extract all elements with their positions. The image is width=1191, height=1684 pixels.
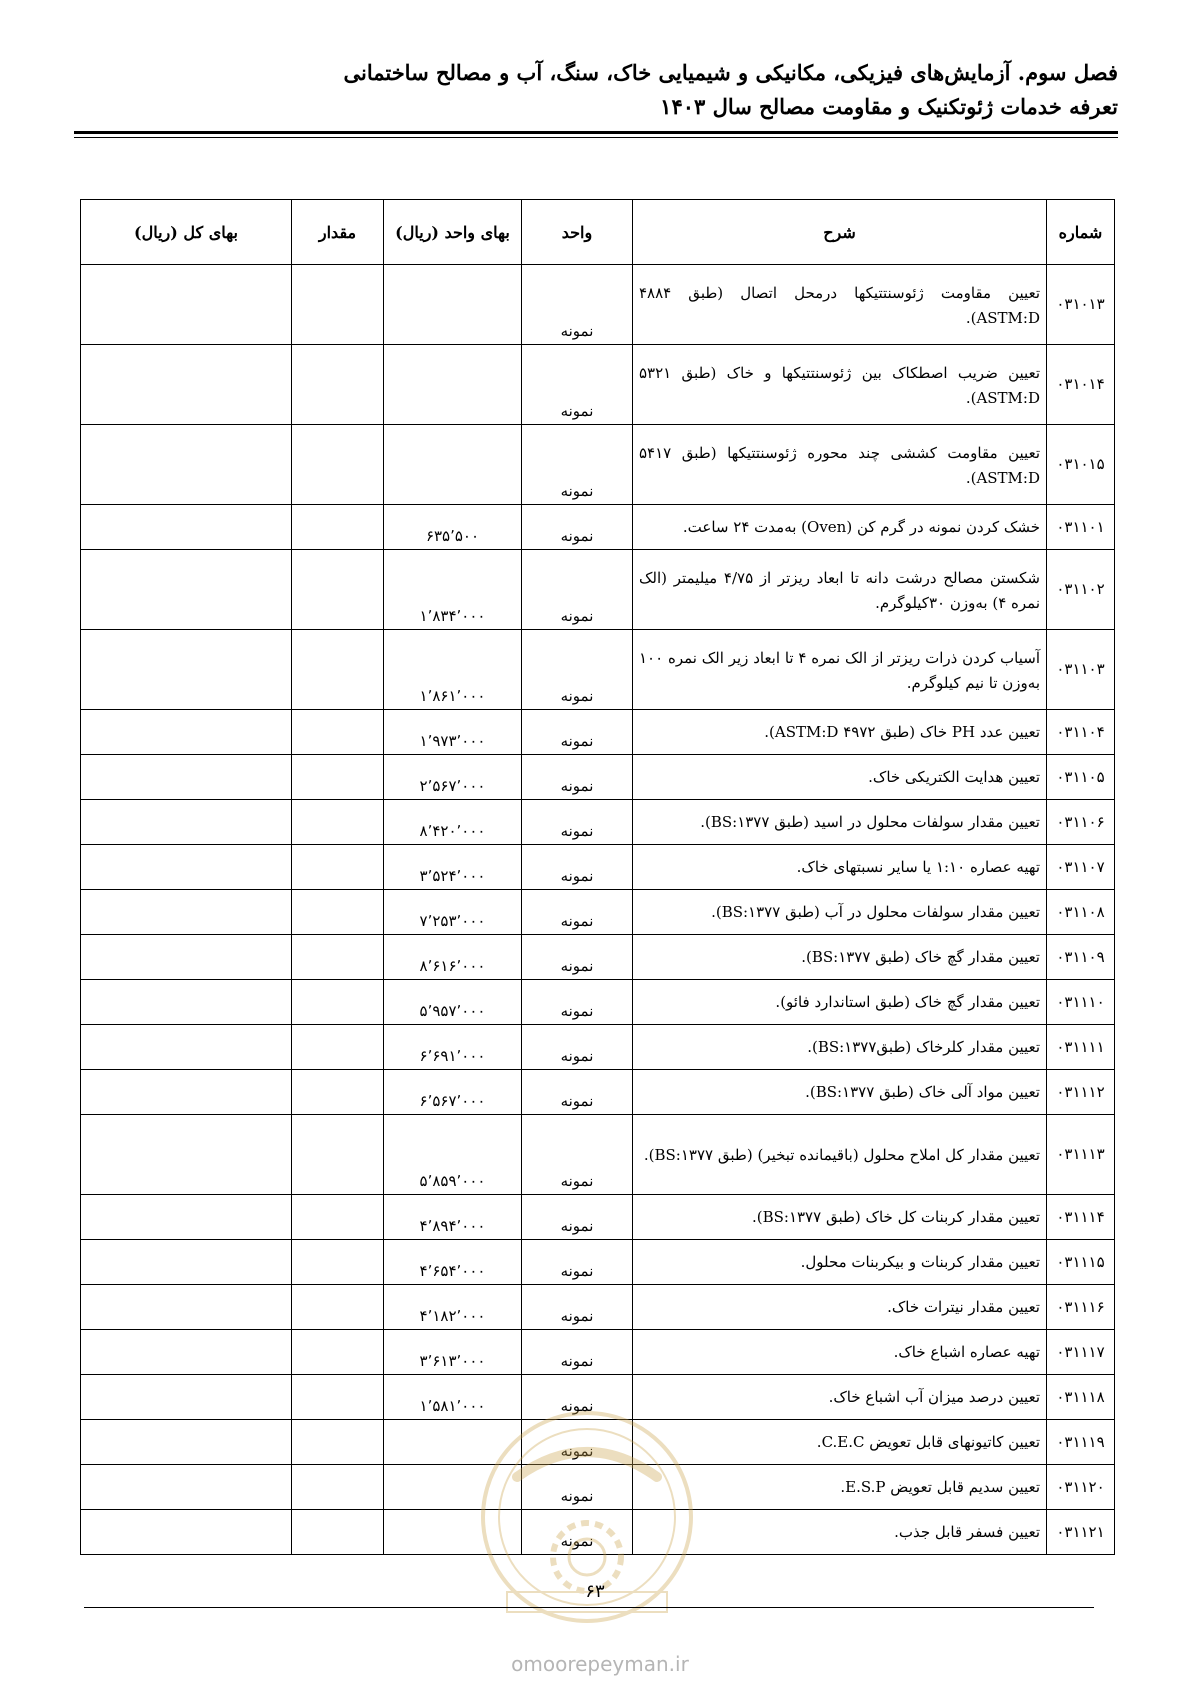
row-unit-price xyxy=(384,345,522,425)
row-code: ۰۳۱۱۱۶ xyxy=(1047,1285,1115,1330)
row-total xyxy=(81,890,292,935)
row-unit: نمونه xyxy=(522,710,633,755)
row-code: ۰۳۱۱۰۴ xyxy=(1047,710,1115,755)
row-code: ۰۳۱۱۱۰ xyxy=(1047,980,1115,1025)
table-row xyxy=(81,845,1115,890)
row-code: ۰۳۱۱۱۲ xyxy=(1047,1070,1115,1115)
row-description: تعیین ضریب اصطکاک بین ژئوسنتتیکها و خاک (طبق ۵۳۲۱ ASTM:D). xyxy=(633,345,1047,425)
row-code: ۰۳۱۱۱۵ xyxy=(1047,1240,1115,1285)
row-description: تعیین مقدار گچ خاک (طبق استاندارد فائو). xyxy=(633,980,1047,1025)
row-quantity xyxy=(292,630,384,710)
header-code: شماره xyxy=(1047,200,1115,265)
row-unit: نمونه xyxy=(522,1025,633,1070)
row-description: تهیه عصاره ۱:۱۰ یا سایر نسبتهای خاک. xyxy=(633,845,1047,890)
table-header-row xyxy=(81,200,1115,265)
row-code: ۰۳۱۱۰۳ xyxy=(1047,630,1115,710)
row-total xyxy=(81,550,292,630)
table-row xyxy=(81,1285,1115,1330)
row-description: تعیین درصد میزان آب اشباع خاک. xyxy=(633,1375,1047,1420)
row-unit: نمونه xyxy=(522,755,633,800)
header-rule-thick xyxy=(74,131,1118,134)
row-code: ۰۳۱۱۲۰ xyxy=(1047,1465,1115,1510)
row-unit-price: ۸٬۶۱۶٬۰۰۰ xyxy=(384,935,522,980)
row-quantity xyxy=(292,800,384,845)
tariff-table xyxy=(80,199,1115,1555)
row-unit-price: ۲٬۵۶۷٬۰۰۰ xyxy=(384,755,522,800)
row-unit: نمونه xyxy=(522,345,633,425)
site-watermark: omoorepeyman.ir xyxy=(511,1652,689,1676)
row-description: آسیاب کردن ذرات ریزتر از الک نمره ۴ تا ابعاد زیر الک نمره ۱۰۰ به‌وزن تا نیم کیلوگرم. xyxy=(633,630,1047,710)
row-unit-price: ۶۳۵٬۵۰۰ xyxy=(384,505,522,550)
row-unit: نمونه xyxy=(522,800,633,845)
table-row xyxy=(81,425,1115,505)
table-row xyxy=(81,890,1115,935)
row-total xyxy=(81,755,292,800)
row-unit: نمونه xyxy=(522,890,633,935)
table-row xyxy=(81,1070,1115,1115)
row-code: ۰۳۱۱۲۱ xyxy=(1047,1510,1115,1555)
row-unit: نمونه xyxy=(522,1375,633,1420)
header-quantity: مقدار xyxy=(292,200,384,265)
row-code: ۰۳۱۱۰۶ xyxy=(1047,800,1115,845)
row-total xyxy=(81,630,292,710)
table-row xyxy=(81,1195,1115,1240)
row-total xyxy=(81,845,292,890)
row-unit-price: ۳٬۵۲۴٬۰۰۰ xyxy=(384,845,522,890)
row-unit-price: ۵٬۹۵۷٬۰۰۰ xyxy=(384,980,522,1025)
table-row xyxy=(81,1115,1115,1195)
row-unit-price: ۶٬۶۹۱٬۰۰۰ xyxy=(384,1025,522,1070)
row-description: شکستن مصالح درشت دانه تا ابعاد ریزتر از ۴/۷۵ میلیمتر (الک نمره ۴) به‌وزن ۳۰کیلوگرم. xyxy=(633,550,1047,630)
row-quantity xyxy=(292,1465,384,1510)
row-quantity xyxy=(292,935,384,980)
row-code: ۰۳۱۰۱۳ xyxy=(1047,265,1115,345)
row-total xyxy=(81,1510,292,1555)
row-total xyxy=(81,1420,292,1465)
row-total xyxy=(81,800,292,845)
row-code: ۰۳۱۰۱۴ xyxy=(1047,345,1115,425)
row-quantity xyxy=(292,1240,384,1285)
row-quantity xyxy=(292,1025,384,1070)
row-unit-price xyxy=(384,425,522,505)
row-total xyxy=(81,1025,292,1070)
row-total xyxy=(81,265,292,345)
table-row xyxy=(81,505,1115,550)
row-code: ۰۳۱۱۰۸ xyxy=(1047,890,1115,935)
row-code: ۰۳۱۱۰۱ xyxy=(1047,505,1115,550)
row-code: ۰۳۱۱۰۷ xyxy=(1047,845,1115,890)
row-quantity xyxy=(292,1070,384,1115)
row-code: ۰۳۱۱۱۳ xyxy=(1047,1115,1115,1195)
row-unit-price: ۵٬۸۵۹٬۰۰۰ xyxy=(384,1115,522,1195)
row-unit: نمونه xyxy=(522,1070,633,1115)
row-quantity xyxy=(292,345,384,425)
row-unit-price: ۱٬۵۸۱٬۰۰۰ xyxy=(384,1375,522,1420)
row-unit: نمونه xyxy=(522,1420,633,1465)
row-description: تعیین مقدار سولفات محلول در اسید (طبق BS:۱۳۷۷). xyxy=(633,800,1047,845)
row-code: ۰۳۱۱۱۹ xyxy=(1047,1420,1115,1465)
row-unit-price: ۷٬۲۵۳٬۰۰۰ xyxy=(384,890,522,935)
row-quantity xyxy=(292,550,384,630)
row-total xyxy=(81,935,292,980)
table-row xyxy=(81,630,1115,710)
row-code: ۰۳۱۱۱۷ xyxy=(1047,1330,1115,1375)
row-quantity xyxy=(292,1330,384,1375)
row-description: تعیین مقدار نیترات خاک. xyxy=(633,1285,1047,1330)
row-total xyxy=(81,1115,292,1195)
row-quantity xyxy=(292,845,384,890)
row-unit: نمونه xyxy=(522,845,633,890)
page-number: ۶۳ xyxy=(585,1581,605,1602)
row-code: ۰۳۱۱۰۵ xyxy=(1047,755,1115,800)
row-total xyxy=(81,1465,292,1510)
row-code: ۰۳۱۱۱۸ xyxy=(1047,1375,1115,1420)
row-total xyxy=(81,425,292,505)
row-total xyxy=(81,1070,292,1115)
header-rule-thin xyxy=(74,137,1118,138)
document-title: تعرفه خدمات ژئوتکنیک و مقاومت مصالح سال ۱۴۰۳ xyxy=(660,94,1118,119)
row-description: تهیه عصاره اشباع خاک. xyxy=(633,1330,1047,1375)
footer-rule xyxy=(84,1607,1094,1608)
row-unit-price: ۶٬۵۶۷٬۰۰۰ xyxy=(384,1070,522,1115)
table-row xyxy=(81,980,1115,1025)
row-description: تعیین مقدار سولفات محلول در آب (طبق BS:۱۳۷۷). xyxy=(633,890,1047,935)
row-total xyxy=(81,1285,292,1330)
row-description: تعیین سدیم قابل تعویض E.S.P. xyxy=(633,1465,1047,1510)
chapter-title: فصل سوم. آزمایش‌های فیزیکی، مکانیکی و شیمیایی خاک، سنگ، آب و مصالح ساختمانی xyxy=(343,60,1118,85)
header-total-price: بهای کل (ریال) xyxy=(81,200,292,265)
row-description: تعیین مقدار کربنات کل خاک (طبق BS:۱۳۷۷). xyxy=(633,1195,1047,1240)
row-unit: نمونه xyxy=(522,935,633,980)
row-description: تعیین هدایت الکتریکی خاک. xyxy=(633,755,1047,800)
row-total xyxy=(81,1195,292,1240)
row-unit-price: ۴٬۸۹۴٬۰۰۰ xyxy=(384,1195,522,1240)
row-quantity xyxy=(292,1115,384,1195)
row-unit: نمونه xyxy=(522,1465,633,1510)
row-description: تعیین مقاومت ژئوسنتتیکها درمحل اتصال (طبق ۴۸۸۴ ASTM:D). xyxy=(633,265,1047,345)
page-header xyxy=(74,56,1118,124)
row-quantity xyxy=(292,710,384,755)
row-total xyxy=(81,980,292,1025)
table-row xyxy=(81,710,1115,755)
row-unit: نمونه xyxy=(522,1195,633,1240)
row-unit-price: ۱٬۹۷۳٬۰۰۰ xyxy=(384,710,522,755)
row-unit: نمونه xyxy=(522,980,633,1025)
row-unit-price: ۱٬۸۳۴٬۰۰۰ xyxy=(384,550,522,630)
row-unit: نمونه xyxy=(522,1510,633,1555)
row-description: تعیین مقدار کلرخاک (طبقBS:۱۳۷۷). xyxy=(633,1025,1047,1070)
header-unit-price: بهای واحد (ریال) xyxy=(384,200,522,265)
row-unit: نمونه xyxy=(522,550,633,630)
table-row xyxy=(81,935,1115,980)
row-description: تعیین کاتیونهای قابل تعویض C.E.C. xyxy=(633,1420,1047,1465)
row-total xyxy=(81,710,292,755)
row-description: تعیین مقدار گچ خاک (طبق BS:۱۳۷۷). xyxy=(633,935,1047,980)
row-description: تعیین مقدار کل املاح محلول (باقیمانده تبخیر) (طبق BS:۱۳۷۷). xyxy=(633,1115,1047,1195)
row-code: ۰۳۱۱۰۹ xyxy=(1047,935,1115,980)
row-description: خشک کردن نمونه در گرم کن (Oven) به‌مدت ۲۴ ساعت. xyxy=(633,505,1047,550)
row-code: ۰۳۱۱۱۴ xyxy=(1047,1195,1115,1240)
row-quantity xyxy=(292,755,384,800)
row-unit: نمونه xyxy=(522,425,633,505)
row-code: ۰۳۱۰۱۵ xyxy=(1047,425,1115,505)
row-unit-price: ۸٬۴۲۰٬۰۰۰ xyxy=(384,800,522,845)
row-quantity xyxy=(292,1420,384,1465)
table-row xyxy=(81,345,1115,425)
header-unit: واحد xyxy=(522,200,633,265)
row-total xyxy=(81,1375,292,1420)
table-row xyxy=(81,1330,1115,1375)
row-total xyxy=(81,1240,292,1285)
row-description: تعیین عدد PH خاک (طبق ۴۹۷۲ ASTM:D). xyxy=(633,710,1047,755)
table-row xyxy=(81,1240,1115,1285)
row-unit-price: ۴٬۱۸۲٬۰۰۰ xyxy=(384,1285,522,1330)
row-unit: نمونه xyxy=(522,1115,633,1195)
row-unit: نمونه xyxy=(522,265,633,345)
row-unit: نمونه xyxy=(522,1330,633,1375)
table-row xyxy=(81,755,1115,800)
row-description: تعیین مواد آلی خاک (طبق BS:۱۳۷۷). xyxy=(633,1070,1047,1115)
row-unit-price: ۱٬۸۶۱٬۰۰۰ xyxy=(384,630,522,710)
row-unit: نمونه xyxy=(522,505,633,550)
row-quantity xyxy=(292,1375,384,1420)
table-row xyxy=(81,1025,1115,1070)
table-row xyxy=(81,800,1115,845)
row-unit-price: ۳٬۶۱۳٬۰۰۰ xyxy=(384,1330,522,1375)
row-total xyxy=(81,505,292,550)
row-description: تعیین فسفر قابل جذب. xyxy=(633,1510,1047,1555)
row-unit-price xyxy=(384,265,522,345)
row-code: ۰۳۱۱۰۲ xyxy=(1047,550,1115,630)
row-code: ۰۳۱۱۱۱ xyxy=(1047,1025,1115,1070)
row-quantity xyxy=(292,425,384,505)
row-description: تعیین مقدار کربنات و بیکربنات محلول. xyxy=(633,1240,1047,1285)
row-unit: نمونه xyxy=(522,1285,633,1330)
row-unit: نمونه xyxy=(522,630,633,710)
row-quantity xyxy=(292,1510,384,1555)
row-quantity xyxy=(292,1195,384,1240)
row-quantity xyxy=(292,265,384,345)
row-total xyxy=(81,345,292,425)
table-row xyxy=(81,550,1115,630)
row-description: تعیین مقاومت کششی چند محوره ژئوسنتتیکها (طبق ۵۴۱۷ ASTM:D). xyxy=(633,425,1047,505)
table-row xyxy=(81,265,1115,345)
row-quantity xyxy=(292,1285,384,1330)
row-quantity xyxy=(292,890,384,935)
row-unit-price: ۴٬۶۵۴٬۰۰۰ xyxy=(384,1240,522,1285)
header-description: شرح xyxy=(633,200,1047,265)
row-unit: نمونه xyxy=(522,1240,633,1285)
row-total xyxy=(81,1330,292,1375)
row-quantity xyxy=(292,980,384,1025)
row-quantity xyxy=(292,505,384,550)
